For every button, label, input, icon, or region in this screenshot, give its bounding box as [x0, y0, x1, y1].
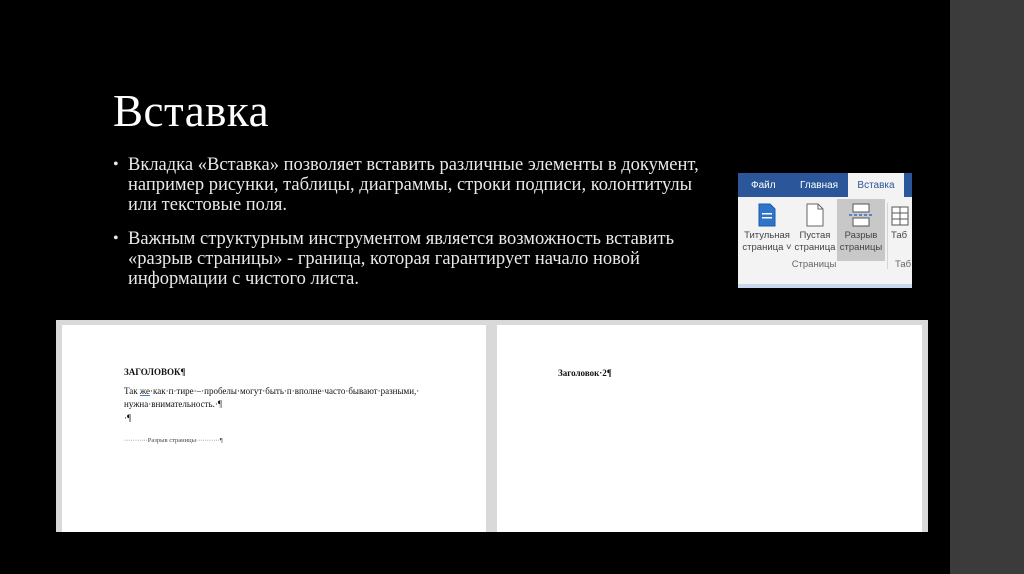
spellcheck-underlined-word: же	[139, 386, 150, 396]
page-break-button[interactable]	[837, 199, 885, 261]
page-break-label-2: страницы	[839, 242, 883, 253]
ribbon-tab-bar	[738, 173, 912, 197]
heading-2-text: Заголовок·2¶	[558, 368, 612, 378]
blank-page-label-1: Пустая	[799, 230, 831, 241]
slide-title: Вставка	[113, 86, 270, 136]
blank-page-label-2: страница	[794, 242, 836, 253]
page-break-marker: ···········Разрыв страницы···········¶	[124, 437, 223, 444]
bullet-item	[113, 155, 723, 215]
table-button[interactable]	[891, 199, 912, 261]
tab-insert[interactable]: Вставка	[848, 173, 904, 197]
table-icon	[891, 203, 909, 227]
bullet-text: Вкладка «Вставка» позволяет вставить различные элементы в документ, например рисунки, таблицы, диаграммы, строки подписи, колонтитулы или текстовые поля.	[128, 155, 699, 215]
tab-file[interactable]: Файл	[751, 180, 776, 191]
cover-page-button[interactable]	[741, 199, 793, 261]
body-paragraph	[124, 385, 454, 411]
group-separator	[887, 203, 888, 269]
bullet-dot: •	[113, 156, 119, 173]
blank-page-icon	[806, 203, 824, 227]
cover-page-label-2: страница ˅	[742, 242, 792, 253]
body-text-start: Так	[124, 386, 138, 396]
bullet-item	[113, 229, 723, 289]
bullet-text: Важным структурным инструментом является возможность вставить «разрыв страницы» - граница, которая гарантирует начало новой информации с чистого листа.	[128, 229, 675, 289]
bullet-list	[113, 155, 723, 303]
document-page-2[interactable]	[497, 325, 922, 532]
pilcrow-line: ·¶	[124, 413, 132, 423]
heading-1-text: ЗАГОЛОВОК¶	[124, 367, 186, 377]
page-break-label-1: Разрыв	[844, 230, 878, 241]
ribbon-screenshot	[738, 173, 912, 288]
document-view	[56, 320, 928, 532]
body-text-rest: ·как·п·тире·–·пробелы·могут·быть·п·вполне·часто·бывают·разными,· нужна·внимательность.·¶	[124, 386, 420, 409]
blank-page-button[interactable]	[793, 199, 837, 261]
tab-home[interactable]: Главная	[800, 180, 839, 191]
ribbon-bottom-edge	[738, 284, 912, 288]
table-label: Таб	[891, 230, 908, 241]
document-page-1[interactable]	[62, 325, 486, 532]
pages-group-label: Страницы	[791, 259, 837, 270]
cover-page-label-1: Титульная	[744, 230, 790, 241]
page-break-icon	[848, 203, 874, 227]
side-panel	[950, 0, 1024, 574]
tables-group-label: Таб	[895, 259, 912, 270]
cover-page-icon	[758, 203, 776, 227]
bullet-dot: •	[113, 230, 119, 247]
